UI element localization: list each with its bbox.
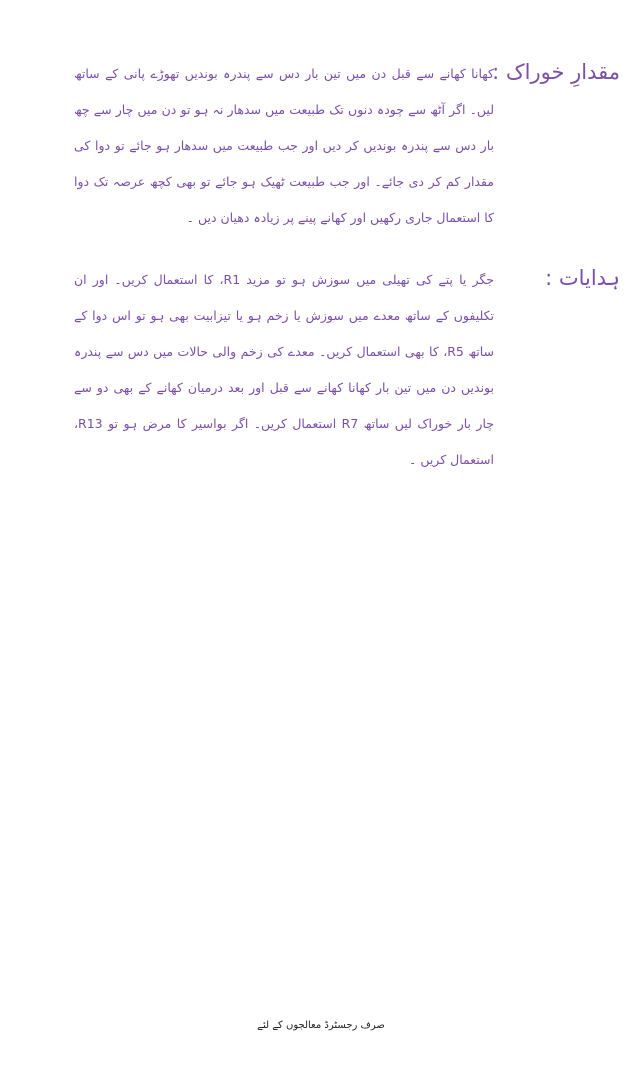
directions-text: جگر یا پتے کی تھیلی میں سوزش ہو تو مزید R1، کا استعمال کریں۔ اور ان تکلیفوں کے ساتھ معدے میں سوزش یا زخم ہو یا تیزابیت بھی ہو تو اس دوا کے ساتھ R5، کا بھی استعمال کریں۔ معدے کی زخم والی حالات میں دس سے پندرہ بوندیں دن میں تین بار کھانا کھانے سے قبل اور بعد درمیان کھانے کے بھی دو سے چار بار خوراک لیں ساتھ R7 استعمال کریں۔ اگر بواسیر کا مرض ہو تو R13، استعمال کریں ۔ (74, 272, 494, 467)
footer-note: صرف رجسٹرڈ معالجوں کے لئے (257, 1020, 385, 1031)
dosage-heading: مقدارِ خوراک : (492, 60, 620, 84)
dosage-text: کھانا کھانے سے قبل دن میں تین بار دس سے پندرہ بوندیں تھوڑے پانی کے ساتھ لیں۔ اگر آٹھ سے چودہ دنوں تک طبیعت میں سدھار نہ ہو تو دن میں چار سے چھ بار دس سے پندرہ بوندیں کر دیں اور جب طبیعت میں سدھار ہو جائے تو دوا کی مقدار کم کر دی جائے۔ اور جب طبیعت ٹھیک ہو جائے تو بھی کچھ عرصہ تک دوا کا استعمال جاری رکھیں اور کھانے پینے پر زیادہ دھیان دیں ۔ (74, 66, 494, 225)
directions-heading: ہدایات : (545, 266, 620, 290)
